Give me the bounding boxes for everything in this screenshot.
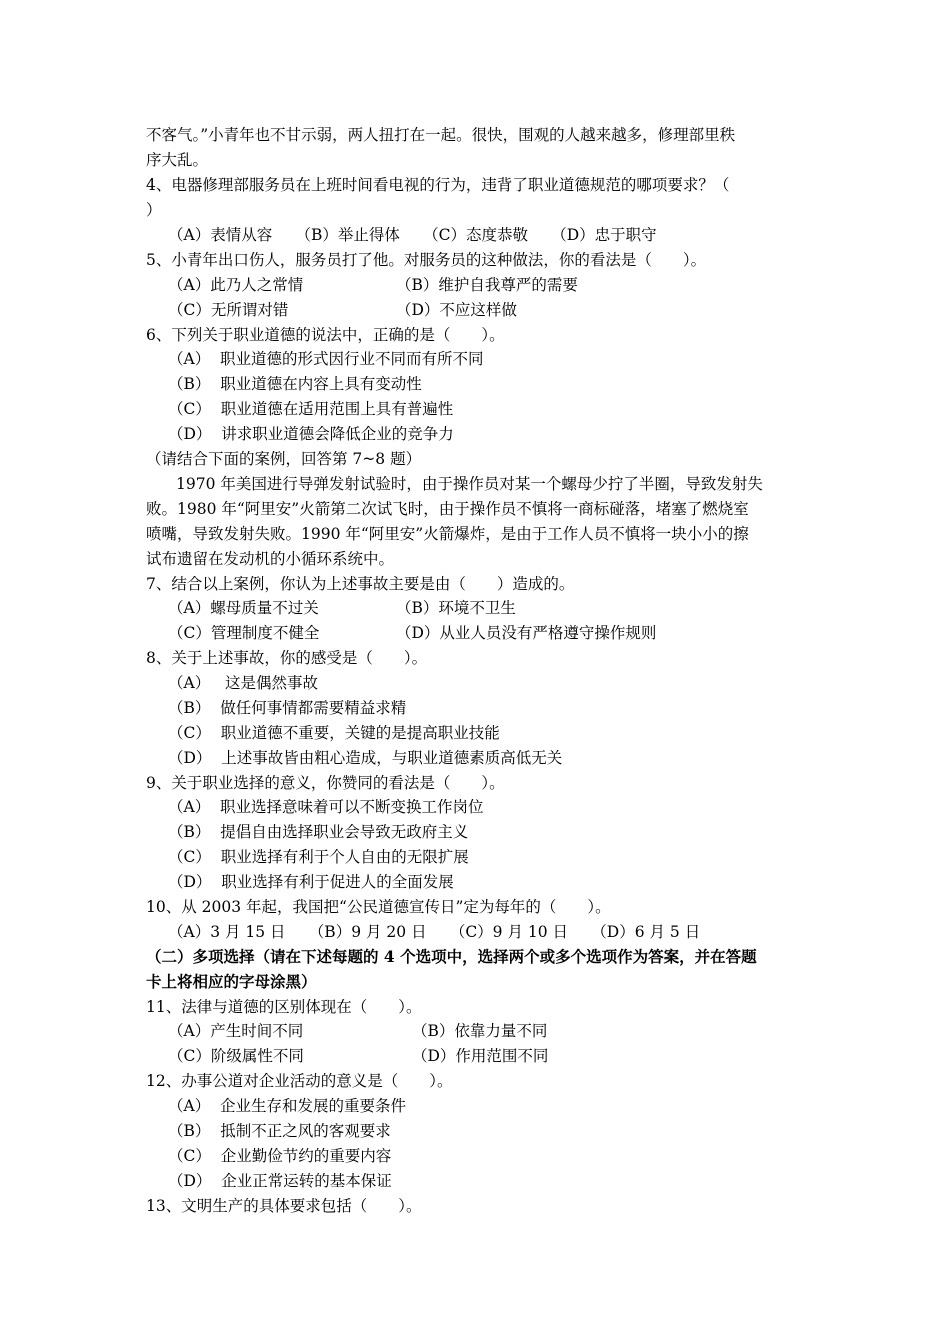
- option-a: （A）此乃人之常情: [168, 276, 304, 294]
- option-a: （A）螺母质量不过关: [168, 599, 319, 617]
- question-5: 5、小青年出口伤人，服务员打了他。对服务员的这种做法，你的看法是（ ）。: [146, 251, 707, 269]
- case-text: 试布遗留在发动机的小循环系统中。: [146, 550, 395, 568]
- option-c: （C）阶级属性不同: [168, 1047, 304, 1065]
- option-b: （B）依靠力量不同: [412, 1022, 548, 1040]
- option-d: （D）作用范围不同: [412, 1047, 549, 1065]
- option-b: （B）维护自我尊严的需要: [396, 276, 578, 294]
- option-a: （A） 企业生存和发展的重要条件: [168, 1097, 407, 1115]
- option-c: （C） 职业选择有利于个人自由的无限扩展: [168, 848, 469, 866]
- question-4-cont: ）: [146, 201, 162, 219]
- option-a: （A） 这是偶然事故: [168, 674, 318, 692]
- section-heading-cont: 卡上将相应的字母涂黑）: [146, 972, 317, 991]
- question-10-options: （A）3 月 15 日 （B）9 月 20 日 （C）9 月 10 日 （D）6 月 5 日: [168, 923, 701, 941]
- option-d: （D） 讲求职业道德会降低企业的竞争力: [168, 425, 454, 443]
- option-d: （D） 职业选择有利于促进人的全面发展: [168, 873, 454, 891]
- question-6: 6、下列关于职业道德的说法中，正确的是（ ）。: [146, 326, 505, 344]
- question-11: 11、法律与道德的区别体现在（ ）。: [146, 998, 422, 1016]
- option-b: （B） 提倡自由选择职业会导致无政府主义: [168, 823, 469, 841]
- option-c: （C） 企业勤俭节约的重要内容: [168, 1147, 392, 1165]
- option-b: （B） 职业道德在内容上具有变动性: [168, 375, 422, 393]
- option-d: （D）不应这样做: [396, 301, 517, 319]
- question-4-options: （A）表情从容 （B）举止得体 （C）态度恭敬 （D）忠于职守: [168, 226, 657, 244]
- paragraph-line: 序大乱。: [146, 151, 209, 169]
- case-intro: （请结合下面的案例，回答第 7~8 题）: [146, 450, 422, 468]
- question-8: 8、关于上述事故，你的感受是（ ）。: [146, 649, 428, 667]
- option-d: （D） 企业正常运转的基本保证: [168, 1172, 392, 1190]
- option-d: （D）从业人员没有严格遵守操作规则: [396, 624, 657, 642]
- question-13: 13、文明生产的具体要求包括（ ）。: [146, 1197, 422, 1215]
- question-9: 9、关于职业选择的意义，你赞同的看法是（ ）。: [146, 774, 505, 792]
- paragraph-line: 不客气。”小青年也不甘示弱，两人扭打在一起。很快，围观的人越来越多，修理部里秩: [146, 126, 736, 144]
- question-10: 10、从 2003 年起，我国把“公民道德宣传日”定为每年的（ ）。: [146, 898, 611, 916]
- section-heading: （二）多项选择（请在下述每题的 4 个选项中，选择两个或多个选项作为答案，并在答题: [146, 947, 757, 966]
- question-7: 7、结合以上案例，你认为上述事故主要是由（ ）造成的。: [146, 575, 575, 593]
- question-12: 12、办事公道对企业活动的意义是（ ）。: [146, 1072, 453, 1090]
- option-c: （C） 职业道德在适用范围上具有普遍性: [168, 400, 454, 418]
- option-b: （B） 做任何事情都需要精益求精: [168, 699, 407, 717]
- option-d: （D） 上述事故皆由粗心造成，与职业道德素质高低无关: [168, 749, 563, 767]
- option-b: （B）环境不卫生: [396, 599, 516, 617]
- case-text: 喷嘴，导致发射失败。1990 年“阿里安”火箭爆炸，是由于工作人员不慎将一块小小的擦: [146, 525, 749, 543]
- question-4: 4、电器修理部服务员在上班时间看电视的行为，违背了职业道德规范的哪项要求？（: [146, 176, 730, 194]
- option-a: （A） 职业选择意味着可以不断变换工作岗位: [168, 798, 484, 816]
- case-text: 败。1980 年“阿里安”火箭第二次试飞时，由于操作员不慎将一商标碰落，堵塞了燃烧室: [146, 500, 749, 518]
- option-b: （B） 抵制不正之风的客观要求: [168, 1122, 391, 1140]
- option-a: （A） 职业道德的形式因行业不同而有所不同: [168, 350, 484, 368]
- case-text: 1970 年美国进行导弹发射试验时，由于操作员对某一个螺母少拧了半圈，导致发射失: [176, 475, 763, 493]
- option-c: （C）管理制度不健全: [168, 624, 320, 642]
- option-c: （C） 职业道德不重要，关键的是提高职业技能: [168, 724, 500, 742]
- option-c: （C）无所谓对错: [168, 301, 289, 319]
- option-a: （A）产生时间不同: [168, 1022, 304, 1040]
